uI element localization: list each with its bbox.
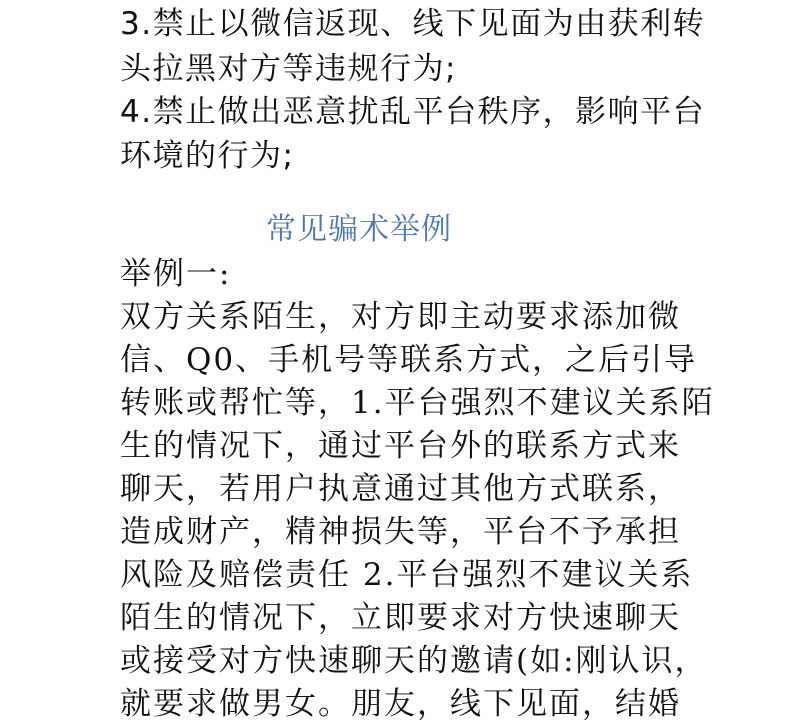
rule-line: 4.禁止做出恶意扰乱平台秩序，影响平台 (120, 94, 706, 130)
rule-line: 环境的行为; (120, 138, 295, 174)
body-line: 双方关系陌生，对方即主动要求添加微 (120, 299, 681, 335)
body-line: 聊天，若用户执意通过其他方式联系， (120, 471, 681, 507)
section-heading: 常见骗术举例 (266, 212, 452, 247)
rule-line: 3.禁止以微信返现、线下见面为由获利转 (120, 6, 706, 42)
body-line: 信、Q0、手机号等联系方式，之后引导 (120, 342, 698, 378)
rule-line: 头拉黑对方等违规行为; (120, 51, 457, 87)
body-line: 就要求做男女。朋友，线下见面，结婚 (120, 686, 681, 722)
body-line: 风险及赔偿责任 2.平台强烈不建议关系 (120, 557, 694, 593)
body-line: 陌生的情况下，立即要求对方快速聊天 (120, 600, 681, 636)
body-line: 或接受对方快速聊天的邀请(如:刚认识， (120, 643, 708, 679)
body-line: 造成财产，精神损失等，平台不予承担 (120, 514, 681, 550)
example-label: 举例一: (120, 256, 232, 292)
body-line: 生的情况下，通过平台外的联系方式来 (120, 428, 681, 464)
body-line: 转账或帮忙等，1.平台强烈不建议关系陌 (120, 385, 715, 421)
